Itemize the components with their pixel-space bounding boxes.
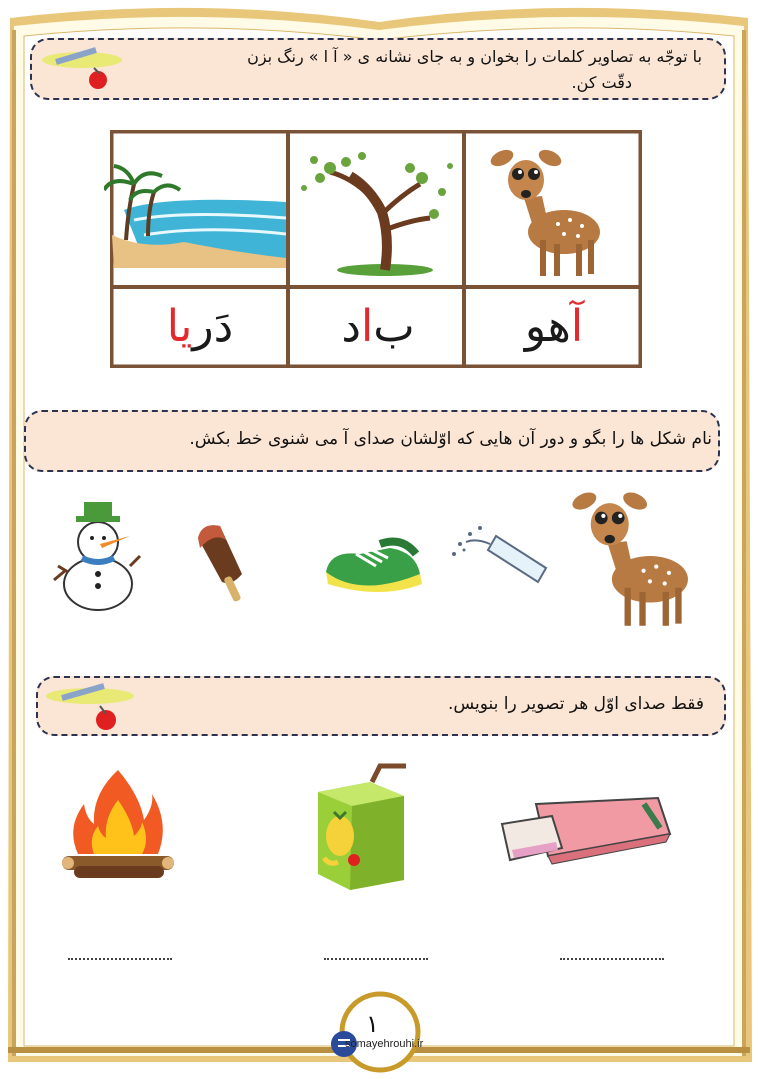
water-glass-picture: [446, 520, 554, 592]
answer-blank-juice[interactable]: [324, 950, 428, 960]
juice-box-picture: [310, 762, 420, 892]
pencil-icon: [36, 42, 128, 92]
deer-picture-2: [568, 482, 698, 630]
page-number: ۱: [366, 1010, 379, 1038]
word-darya: [112, 290, 288, 362]
popsicle-picture: [188, 518, 264, 606]
word-bad: [290, 290, 466, 362]
answer-blank-gum[interactable]: [560, 950, 664, 960]
sneakers-picture: [320, 528, 428, 600]
word-ahoo-rest: هو: [524, 300, 571, 352]
instruction-text-2: نام شکل ها را بگو و دور آن هایی که اوّلشان صدای آ می شنوی خط بکش.: [189, 429, 712, 449]
word-bad-rest: د: [341, 300, 361, 352]
answer-blank-campfire[interactable]: [68, 950, 172, 960]
instruction-text-3: فقط صدای اوّل هر تصویر را بنویس.: [447, 694, 704, 714]
page-number-badge: [320, 988, 440, 1074]
beach-picture: [104, 140, 286, 270]
instruction-text-1: با توجّه به تصاویر کلمات را بخوان و به جای نشانه ی « آ ا » رنگ بزن: [247, 47, 702, 66]
word-darya-first: دَر: [192, 300, 234, 352]
word-ahoo-highlight: آ: [570, 300, 584, 352]
instruction-banner-1: [30, 38, 726, 100]
instruction-banner-2: [24, 410, 720, 472]
word-bad-first: ب: [373, 300, 415, 352]
word-bad-highlight: ا: [360, 300, 374, 352]
wind-tree-picture: [290, 138, 460, 278]
site-name: somayehrouhi.ir: [345, 1038, 424, 1050]
word-darya-highlight: یا: [166, 300, 193, 352]
snowman-picture: [52, 500, 142, 612]
instruction-text-1b: دقّت کن.: [571, 73, 632, 92]
word-ahoo: [466, 290, 642, 362]
pencil-icon-2: [40, 680, 140, 734]
deer-picture: [488, 140, 608, 280]
gum-picture: [496, 794, 672, 870]
campfire-picture: [58, 766, 178, 886]
